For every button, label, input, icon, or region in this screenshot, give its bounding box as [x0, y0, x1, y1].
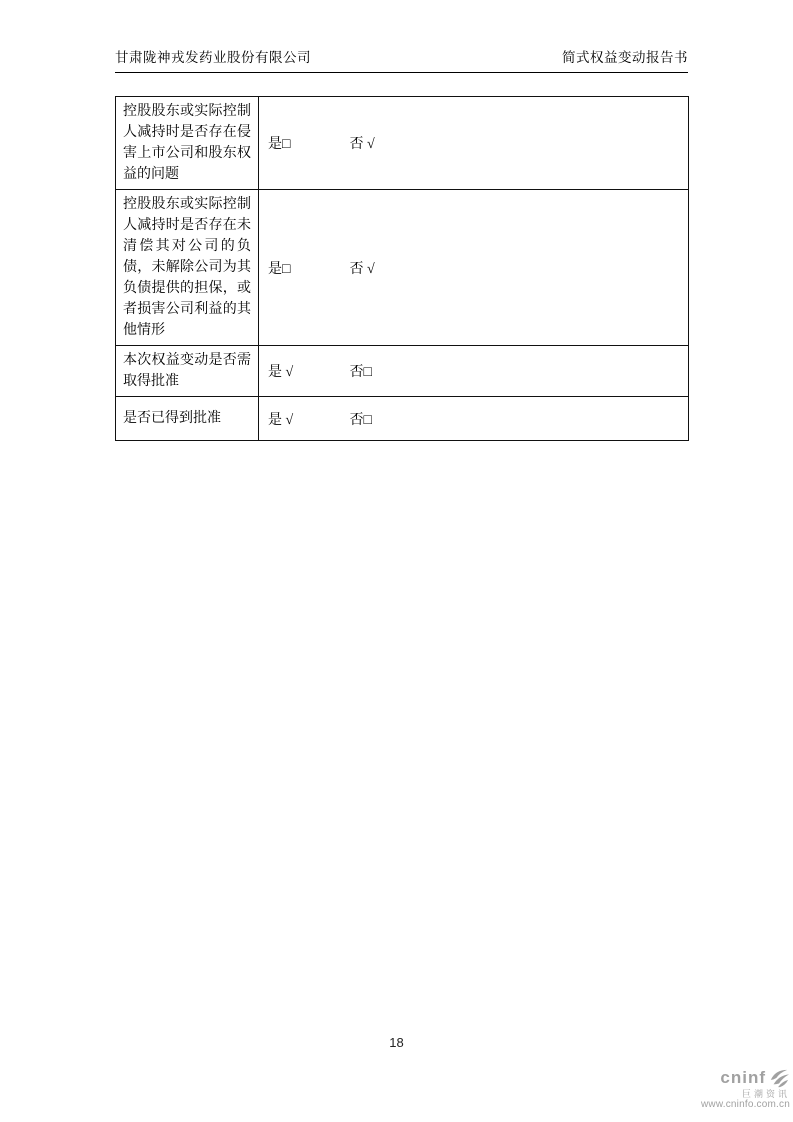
header-company-name: 甘肃陇神戎发药业股份有限公司: [115, 50, 311, 65]
answer-cell: [259, 346, 689, 397]
question-cell: 控股股东或实际控制人减持时是否存在未清偿其对公司的负债，未解除公司为其负债提供的担保，或者损害公司利益的其他情形: [116, 190, 259, 346]
question-cell: 是否已得到批准: [116, 397, 259, 441]
question-cell: 本次权益变动是否需取得批准: [116, 346, 259, 397]
no-checkbox: 否 √: [349, 261, 375, 277]
yes-checkbox: 是 √: [268, 365, 294, 380]
page-number: 18: [389, 1035, 404, 1050]
page-header: [115, 46, 688, 73]
header-report-title: 简式权益变动报告书: [562, 50, 688, 65]
yes-checkbox: 是□: [268, 137, 291, 152]
no-checkbox: 否 √: [349, 137, 375, 152]
cninfo-brand-row: [701, 1068, 790, 1088]
yes-checkbox: 是 √: [268, 412, 294, 428]
cninfo-logo: [701, 1068, 790, 1111]
no-checkbox: 否□: [349, 412, 372, 428]
cninfo-url: www.cninfo.com.cn: [701, 1099, 790, 1111]
table-row: [116, 397, 689, 441]
question-cell: 控股股东或实际控制人减持时是否存在侵害上市公司和股东权益的问题: [116, 97, 259, 190]
answer-cell: [259, 97, 689, 190]
cninfo-swirl-icon: [768, 1068, 790, 1088]
cninfo-brand-text: cninf: [720, 1068, 766, 1088]
yes-checkbox: 是□: [268, 261, 291, 277]
table-row: [116, 190, 689, 346]
table-row: [116, 97, 689, 190]
no-checkbox: 否□: [349, 365, 372, 380]
cninfo-caption: 巨潮资讯: [741, 1089, 790, 1099]
answer-cell: [259, 397, 689, 441]
table-row: [116, 346, 689, 397]
answer-cell: [259, 190, 689, 346]
approval-question-table: [115, 96, 689, 441]
